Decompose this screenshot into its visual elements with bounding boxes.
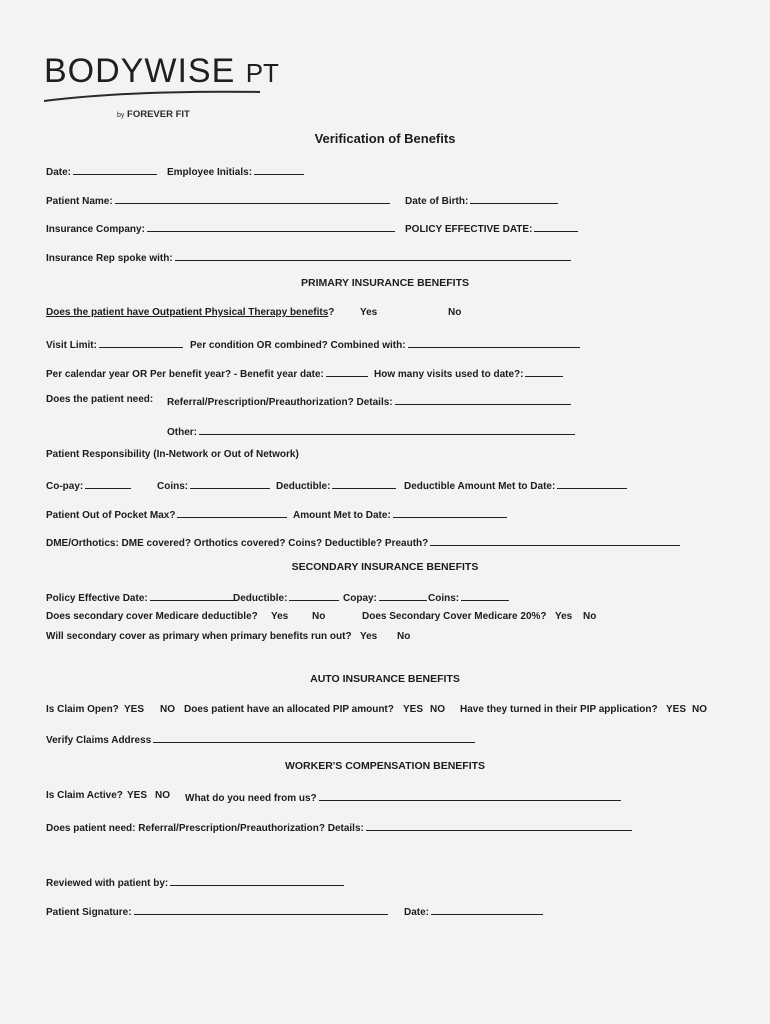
secondary-benefits-heading: SECONDARY INSURANCE BENEFITS xyxy=(291,561,479,573)
pt-benefits-question: Does the patient have Outpatient Physical Therapy benefits? xyxy=(46,307,335,318)
policy-effective-date-field[interactable]: POLICY EFFECTIVE DATE: xyxy=(405,221,578,235)
page-title: Verification of Benefits xyxy=(314,131,456,146)
logo-byline: by FOREVER FIT xyxy=(117,109,190,120)
pip-application-yes[interactable]: YES xyxy=(666,704,687,715)
need-from-us-field[interactable]: What do you need from us? xyxy=(185,790,621,804)
dme-orthotics-field[interactable]: DME/Orthotics: DME covered? Orthotics covered? Coins? Deductible? Preauth? xyxy=(46,535,680,549)
logo-suffix: PT xyxy=(245,58,279,88)
date-of-birth-field[interactable]: Date of Birth: xyxy=(405,193,558,207)
medicare-deductible-question: Does secondary cover Medicare deductible? xyxy=(46,611,258,622)
claim-active-yes[interactable]: YES xyxy=(127,790,148,801)
secondary-policy-effective-field[interactable]: Policy Effective Date: xyxy=(46,590,234,604)
secondary-copay-field[interactable]: Copay: xyxy=(343,590,427,604)
secondary-deductible-field[interactable]: Deductible: xyxy=(233,590,339,604)
pip-amount-question: Does patient have an allocated PIP amount? xyxy=(184,704,394,715)
claim-active-question: Is Claim Active? xyxy=(46,790,123,801)
primary-run-out-no[interactable]: No xyxy=(397,631,411,642)
medicare-deductible-no[interactable]: No xyxy=(312,611,326,622)
oop-max-field[interactable]: Patient Out of Pocket Max? xyxy=(46,507,287,521)
auto-benefits-heading: AUTO INSURANCE BENEFITS xyxy=(310,673,460,685)
deductible-met-field[interactable]: Deductible Amount Met to Date: xyxy=(404,478,627,492)
primary-run-out-yes[interactable]: Yes xyxy=(360,631,378,642)
medicare-20-question: Does Secondary Cover Medicare 20%? xyxy=(362,611,547,622)
pip-application-no[interactable]: NO xyxy=(692,704,707,715)
pt-benefits-yes[interactable]: Yes xyxy=(360,307,378,318)
amount-met-field[interactable]: Amount Met to Date: xyxy=(293,507,507,521)
patient-signature-field[interactable]: Patient Signature: xyxy=(46,904,388,918)
date-field[interactable]: Date: xyxy=(46,164,157,178)
employee-initials-field[interactable]: Employee Initials: xyxy=(167,164,304,178)
signature-date-field[interactable]: Date: xyxy=(404,904,543,918)
coins-field[interactable]: Coins: xyxy=(157,478,270,492)
claim-open-yes[interactable]: YES xyxy=(124,704,145,715)
insurance-company-field[interactable]: Insurance Company: xyxy=(46,221,395,235)
medicare-deductible-yes[interactable]: Yes xyxy=(271,611,289,622)
benefit-year-date-field[interactable]: Per calendar year OR Per benefit year? - Benefit year date: xyxy=(46,366,368,380)
pip-amount-yes[interactable]: YES xyxy=(403,704,424,715)
visit-limit-field[interactable]: Visit Limit: xyxy=(46,337,183,351)
medicare-20-no[interactable]: No xyxy=(583,611,597,622)
visits-used-field[interactable]: How many visits used to date?: xyxy=(374,366,563,380)
referral-details-field[interactable]: Referral/Prescription/Preauthorization? Details: xyxy=(167,394,571,408)
primary-run-out-question: Will secondary cover as primary when primary benefits run out? xyxy=(46,631,352,642)
other-field[interactable]: Other: xyxy=(167,424,575,438)
claims-address-field[interactable]: Verify Claims Address xyxy=(46,732,475,746)
logo-brand: BODYWISE xyxy=(44,52,236,90)
secondary-coins-field[interactable]: Coins: xyxy=(428,590,509,604)
patient-need-label: Does the patient need: xyxy=(46,394,154,405)
pt-benefits-no[interactable]: No xyxy=(448,307,462,318)
combined-with-field[interactable]: Per condition OR combined? Combined with: xyxy=(190,337,580,351)
workers-comp-heading: WORKER'S COMPENSATION BENEFITS xyxy=(284,760,486,772)
wc-referral-details-field[interactable]: Does patient need: Referral/Prescription/Preauthorization? Details: xyxy=(46,820,632,834)
pip-application-question: Have they turned in their PIP application? xyxy=(460,704,658,715)
claim-active-no[interactable]: NO xyxy=(155,790,170,801)
deductible-field[interactable]: Deductible: xyxy=(276,478,396,492)
claim-open-question: Is Claim Open? xyxy=(46,704,119,715)
claim-open-no[interactable]: NO xyxy=(160,704,175,715)
reviewed-by-field[interactable]: Reviewed with patient by: xyxy=(46,875,344,889)
patient-responsibility-label: Patient Responsibility (In-Network or Out of Network) xyxy=(46,449,299,460)
copay-field[interactable]: Co-pay: xyxy=(46,478,131,492)
pip-amount-no[interactable]: NO xyxy=(430,704,445,715)
primary-benefits-heading: PRIMARY INSURANCE BENEFITS xyxy=(300,277,469,289)
insurance-rep-field[interactable]: Insurance Rep spoke with: xyxy=(46,250,571,264)
patient-name-field[interactable]: Patient Name: xyxy=(46,193,390,207)
logo-swoosh-icon xyxy=(42,86,262,104)
medicare-20-yes[interactable]: Yes xyxy=(555,611,573,622)
